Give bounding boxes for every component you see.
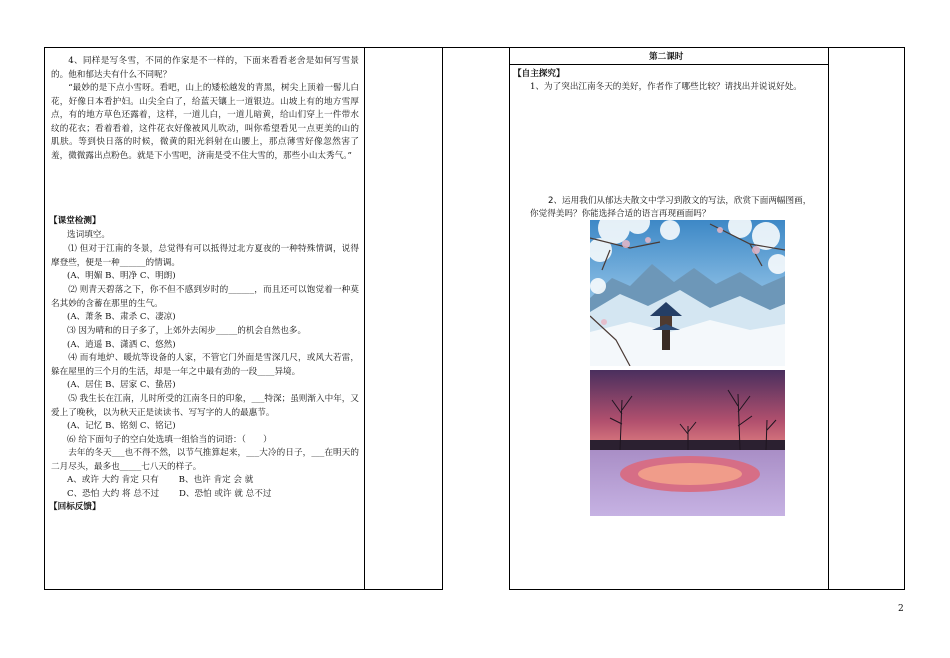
fill-options-2: (A、萧条 B、肃杀 C、凄凉) <box>67 312 176 322</box>
section-title-self-study: 【自主探究】 <box>513 69 565 79</box>
self-study-question-1: 1、为了突出江南冬天的美好，作者作了哪些比较？请找出并说说好处。 <box>530 82 802 92</box>
fill-options-6-ab: A、或许 大约 肯定 只有 B、也许 肯定 会 就 <box>67 475 254 485</box>
fill-question-6-text: 去年的冬天___也不得不然，以节气推算起来，___大冷的日子，___在明天的二月尽头，最多也_____七八天的样子。 <box>51 448 359 472</box>
fill-options-4: (A、居住 B、居家 C、蛰居) <box>67 380 176 390</box>
fill-question-6: ⑹ 给下面句子的空白处选填一组恰当的词语：（ ） <box>67 435 272 445</box>
fill-options-6-cd: C、恐怕 大约 将 总不过 D、恐怕 或许 就 总不过 <box>67 489 272 499</box>
lesson-title: 第二课时 <box>649 52 684 62</box>
fill-question-5: ⑸ 我生长在江南，儿时所受的江南冬日的印象，___特深；虽则渐入中年，又爱上了晚秋，以为秋天正是读读书、写写字的人的最惠节。 <box>51 394 359 418</box>
fill-options-3: (A、逍遥 B、潇洒 C、悠然) <box>67 340 176 350</box>
section-title-class-check: 【课堂检测】 <box>49 216 101 226</box>
fill-options-5: (A、记忆 B、铭刻 C、铭记) <box>67 421 176 431</box>
fill-question-2: ⑵ 则青天碧落之下，你不但不感到岁时的______，而且还可以饱觉着一种莫名其妙的含蓄在那里的生气。 <box>51 285 359 309</box>
self-study-question-2-line2: 你觉得美吗？你能选择合适的语言再现画面吗？ <box>530 209 711 219</box>
right-table-divider <box>828 47 829 589</box>
left-table-divider <box>364 47 365 589</box>
sunset-snow-pond-image <box>590 370 785 516</box>
self-study-question-2-line1: 2、运用我们从郁达夫散文中学习到散文的写法，欣赏下面两幅图画， <box>548 196 812 206</box>
fill-question-3: ⑶ 因为晴和的日子多了，上郊外去闲步_____的机会自然也多。 <box>67 326 307 336</box>
laoshe-excerpt: “最妙的是下点小雪呀。看吧，山上的矮松越发的青黑，树尖上顶着一髻儿白花，好像日本看护妇。山尖全白了，给蓝天镶上一道银边。山坡上有的地方雪厚点，有的地方草色还露着，这样，一道儿白，一道儿暗黄，给山们穿上一件带水纹的花衣；看着看着，这件花衣好像被风儿吹动，叫你希望看见一点更美的山的肌肤。等到快日落的时候，微黄的阳光斜射在山腰上，那点薄雪好像忽然害了羞，微微露出点粉色。就是下小雪吧，济南是受不住大雪的，那些小山太秀气。” <box>51 83 359 161</box>
fill-question-4: ⑷ 而有地炉、暖炕等设备的人家，不管它门外面是雪深几尺，或风大若雷，躲在屋里的三个月的生活，却是一年之中最有劲的一段____异境。 <box>51 353 359 377</box>
fill-question-1: ⑴ 但对于江南的冬景，总觉得有可以抵得过北方夏夜的一种特殊情调，说得摩登些，便是一种______的情调。 <box>51 244 359 268</box>
page-number: 2 <box>898 604 904 614</box>
fill-options-1: (A、明媚 B、明净 C、明朗) <box>67 271 176 281</box>
snow-mountain-pavilion-image <box>590 220 785 366</box>
question-4-intro: 4、同样是写冬雪，不同的作家是不一样的，下面来看看老舍是如何写雪景的。他和郁达夫有什么不同呢？ <box>51 56 359 80</box>
section-title-feedback: 【回标反馈】 <box>49 502 101 512</box>
fill-intro: 选词填空。 <box>67 230 110 240</box>
